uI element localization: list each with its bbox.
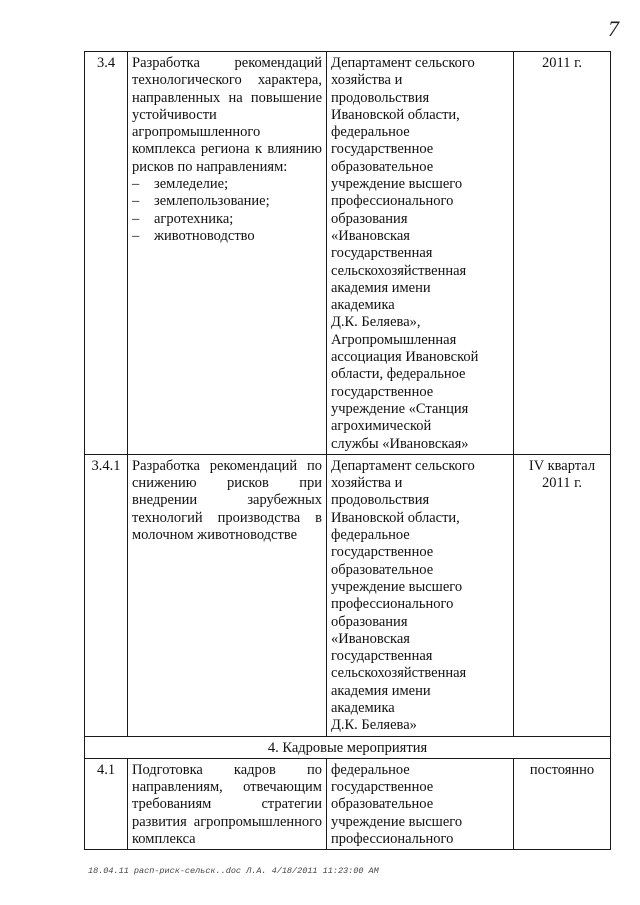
term-cell: 2011 г.	[514, 52, 611, 455]
direction-list	[132, 176, 322, 245]
table-row-3-4	[85, 52, 611, 455]
list-item: – землепользование;	[132, 193, 270, 210]
row-number: 3.4	[85, 52, 128, 455]
term-cell: постоянно	[514, 758, 611, 849]
plan-table	[84, 51, 611, 850]
page-number: 7	[608, 16, 619, 41]
table-row-4-1	[85, 758, 611, 849]
list-item: – агротехника;	[132, 210, 234, 227]
table-row-3-4-1	[85, 454, 611, 736]
task-cell	[128, 52, 327, 455]
executor-cell: Департамент сельского хозяйства и продовольствия Ивановской области, федеральное государственное образовательное учреждение высшего профессионального образования «Ивановская государственная сельскохозяйственная академия имени академика Д.К. Беляева»	[327, 454, 514, 736]
executor-cell: федеральное государственное образовательное учреждение высшего профессионального	[327, 758, 514, 849]
term-cell: IV квартал 2011 г.	[514, 454, 611, 736]
document-footer: 18.04.11 расп-риск-сельск..doc Л.А. 4/18/2011 11:23:00 AM	[88, 866, 379, 876]
section-title: 4. Кадровые мероприятия	[85, 736, 611, 758]
task-cell: Разработка рекомендаций по снижению рисков при внедрении зарубежных технологий производства в молочном животноводстве	[128, 454, 327, 736]
executor-cell: Департамент сельского хозяйства и продовольствия Ивановской области, федеральное государственное образовательное учреждение высшего профессионального образования «Ивановская государственная сельскохозяйственная академия имени академика Д.К. Беляева», Агропромышленная ассоциация Ивановской области, федеральное государственное учреждение «Станция агрохимической службы «Ивановская»	[327, 52, 514, 455]
row-number: 4.1	[85, 758, 128, 849]
task-text: Разработка рекомендаций технологического характера, направленных на повышение устойчивости агропромышленного комплекса региона к влиянию рисков по направлениям:	[132, 55, 322, 175]
task-cell: Подготовка кадров по направлениям, отвечающим требованиям стратегии развития агропромышленного комплекса	[128, 758, 327, 849]
list-item: – земледелие;	[132, 176, 229, 193]
section-heading-row	[85, 736, 611, 758]
row-number: 3.4.1	[85, 454, 128, 736]
list-item: – животноводство	[132, 227, 255, 244]
